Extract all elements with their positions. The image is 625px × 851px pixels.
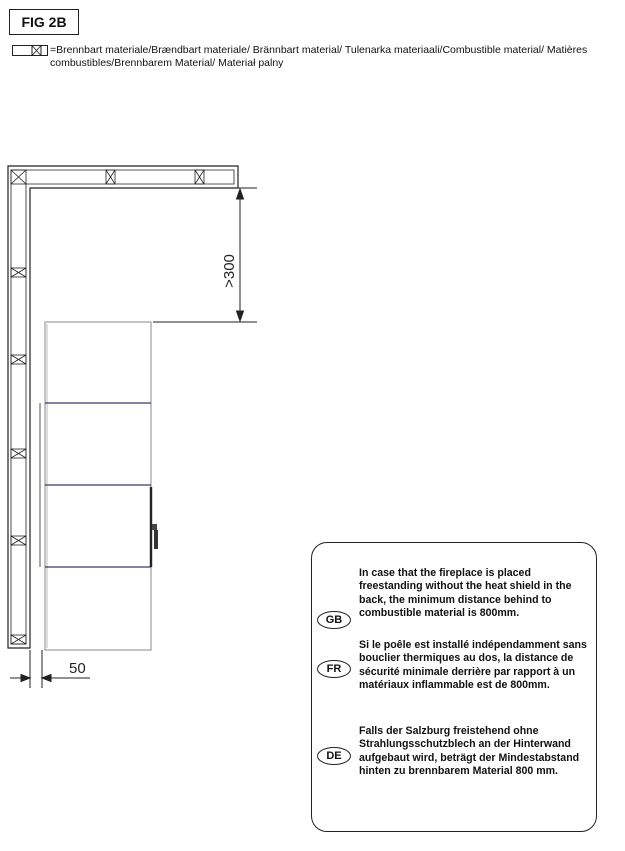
wall-stud (11, 449, 26, 458)
wall-stud (11, 635, 26, 644)
figure-label: FIG 2B (9, 9, 79, 35)
note-text: Falls der Salzburg freistehend ohne Strahlungsschutzblech an der Hinterwand aufgebaut wird, beträgt der Mindestabstand hinten zu brennbarem Material 800 mm. (359, 725, 580, 777)
stove (40, 322, 158, 650)
stove-handle-knob (154, 530, 158, 549)
wall-stud (195, 170, 204, 184)
wall-stud (11, 536, 26, 545)
legend-text: =Brennbart materiale/Brændbart materiale/ Brännbart material/ Tulenarka materiaali/Combustible material/ Matières combustibles/Brennbarem Material/ Materiał palny (50, 44, 588, 69)
lang-badge-gb: GB (317, 611, 351, 629)
top-clearance-label: >300 (221, 254, 238, 288)
wall-stud (11, 170, 26, 184)
lang-badge-de: DE (317, 747, 351, 765)
note-text: In case that the fireplace is placed freestanding without the heat shield in the back, the minimum distance behind to combustible material is 800mm. (359, 567, 572, 619)
lang-badge-fr: FR (317, 660, 351, 678)
wall-stud (11, 355, 26, 364)
combustible-wall (8, 166, 238, 648)
notes-box (311, 542, 597, 832)
note-text: Si le poêle est installé indépendamment sans bouclier thermiques au dos, la distance de sécurité minimale derrière par rapport à un matériaux inflammable est de 800mm. (359, 639, 587, 691)
wall-stud (106, 170, 115, 184)
wall-stud (11, 268, 26, 277)
stove-body (45, 322, 151, 650)
top-clearance-dimension (153, 188, 257, 322)
back-clearance-label: 50 (69, 660, 86, 677)
stove-handle (152, 524, 157, 530)
